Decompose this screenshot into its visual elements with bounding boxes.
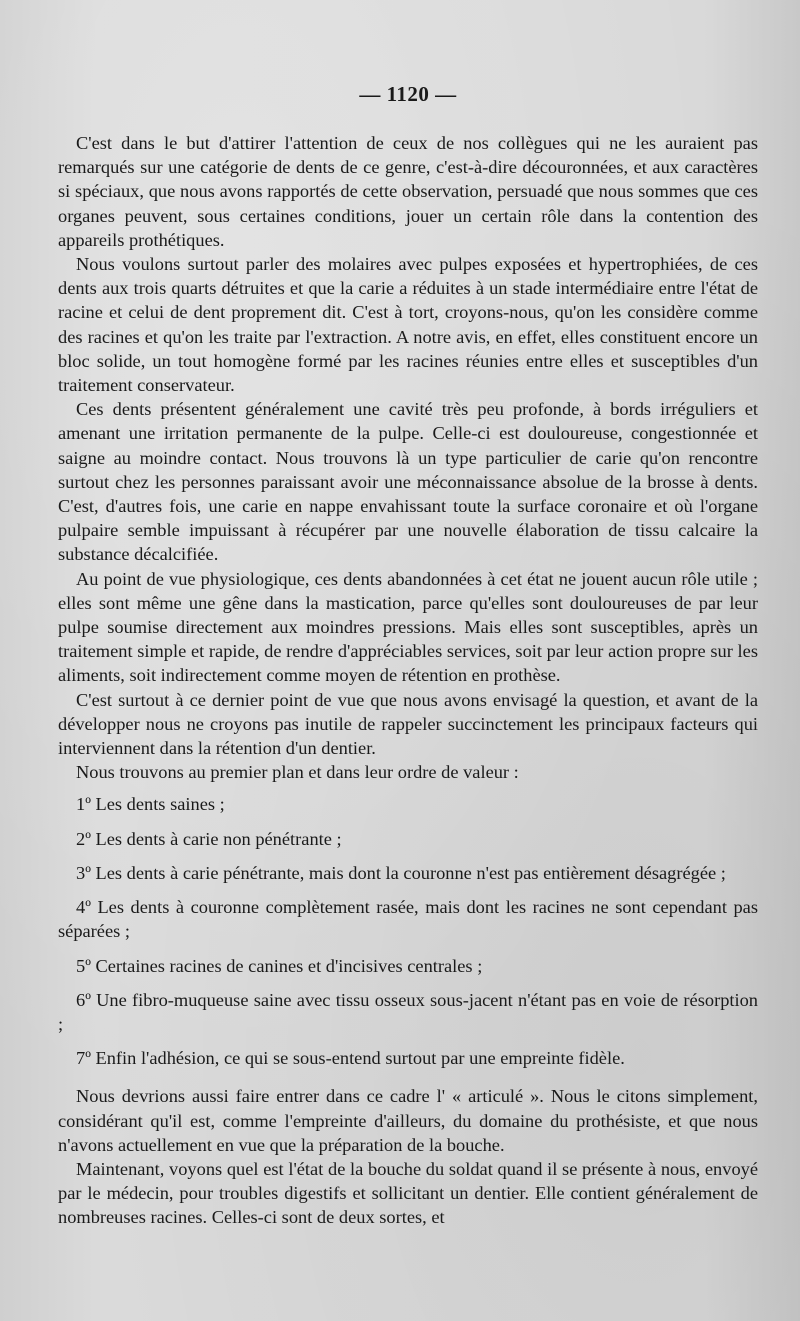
list-item: 6º Une fibro-muqueuse saine avec tissu osseux sous-jacent n'étant pas en voie de résorption ; [58, 989, 758, 1034]
paragraph: Nous devrions aussi faire entrer dans ce cadre l' « articulé ». Nous le citons simplement, considérant qu'il est, comme l'empreinte d'ailleurs, du domaine du prothésiste, et que nous n'avons actuellement en vue que la préparation de la bouche. [58, 1086, 758, 1155]
list-item: 5º Certaines racines de canines et d'incisives centrales ; [76, 955, 483, 976]
factor-list [58, 792, 758, 1070]
list-item: 1º Les dents saines ; [76, 794, 225, 815]
page-number: — 1120 — [359, 82, 457, 106]
list-item: 2º Les dents à carie non pénétrante ; [76, 828, 342, 849]
paragraph: Au point de vue physiologique, ces dents abandonnées à cet état ne jouent aucun rôle utile ; elles sont même une gêne dans la mastication, parce qu'elles sont douloureuses de par leur pulpe soumise directement aux moindres pressions. Mais elles sont susceptibles, après un traitement simple et rapide, de rendre d'appréciables services, soit par leur action propre sur les aliments, soit indirectement comme moyen de rétention en prothèse. [58, 568, 758, 686]
paragraph: Nous voulons surtout parler des molaires avec pulpes exposées et hypertrophiées, de ces dents aux trois quarts détruites et que la carie a réduites à un stade intermédiaire entre l'état de racine et celui de dent proprement dit. C'est à tort, croyons-nous, qu'on les considère comme des racines et qu'on les traite par l'extraction. A notre avis, en effet, elles constituent encore un bloc solide, un tout homogène formé par les racines réunies entre elles et susceptibles d'un traitement conservateur. [58, 254, 758, 396]
list-item: 3º Les dents à carie pénétrante, mais dont la couronne n'est pas entièrement désagrégée ; [76, 862, 726, 883]
paragraph: Maintenant, voyons quel est l'état de la bouche du soldat quand il se présente à nous, envoyé par le médecin, pour troubles digestifs et sollicitant un dentier. Elle contient généralement de nombreuses racines. Celles-ci sont de deux sortes, et [58, 1158, 758, 1228]
paragraph: Ces dents présentent généralement une cavité très peu profonde, à bords irréguliers et amenant une irritation permanente de la pulpe. Celle-ci est douloureuse, congestionnée et saigne au moindre contact. Nous trouvons là un type particulier de carie qu'on rencontre surtout chez les personnes paraissant avoir une méconnaissance absolue de la brosse à dents. C'est, d'autres fois, une carie en nappe envahissant toute la surface coronaire et où l'organe pulpaire semble impuissant à récupérer par une nouvelle élaboration de tissu calcaire la substance décalcifiée. [58, 399, 758, 565]
document-page [58, 82, 758, 1230]
paragraph: Nous trouvons au premier plan et dans leur ordre de valeur : [76, 762, 519, 783]
paragraph: C'est surtout à ce dernier point de vue que nous avons envisagé la question, et avant de la développer nous ne croyons pas inutile de rappeler succinctement les principaux facteurs qui interviennent dans la rétention d'un dentier. [58, 689, 758, 759]
list-item: 4º Les dents à couronne complètement rasée, mais dont les racines ne sont cependant pas séparées ; [58, 897, 758, 942]
list-item: 7º Enfin l'adhésion, ce qui se sous-entend surtout par une empreinte fidèle. [76, 1048, 625, 1069]
paragraph: C'est dans le but d'attirer l'attention de ceux de nos collègues qui ne les auraient pas remarqués sur une catégorie de dents de ce genre, c'est-à-dire découronnées, et aux caractères si spéciaux, que nous avons rapportés de cette observation, persuadé que nous sommes que ces organes peuvent, sous certaines conditions, jouer un certain rôle dans la contention des appareils prothétiques. [58, 133, 758, 250]
